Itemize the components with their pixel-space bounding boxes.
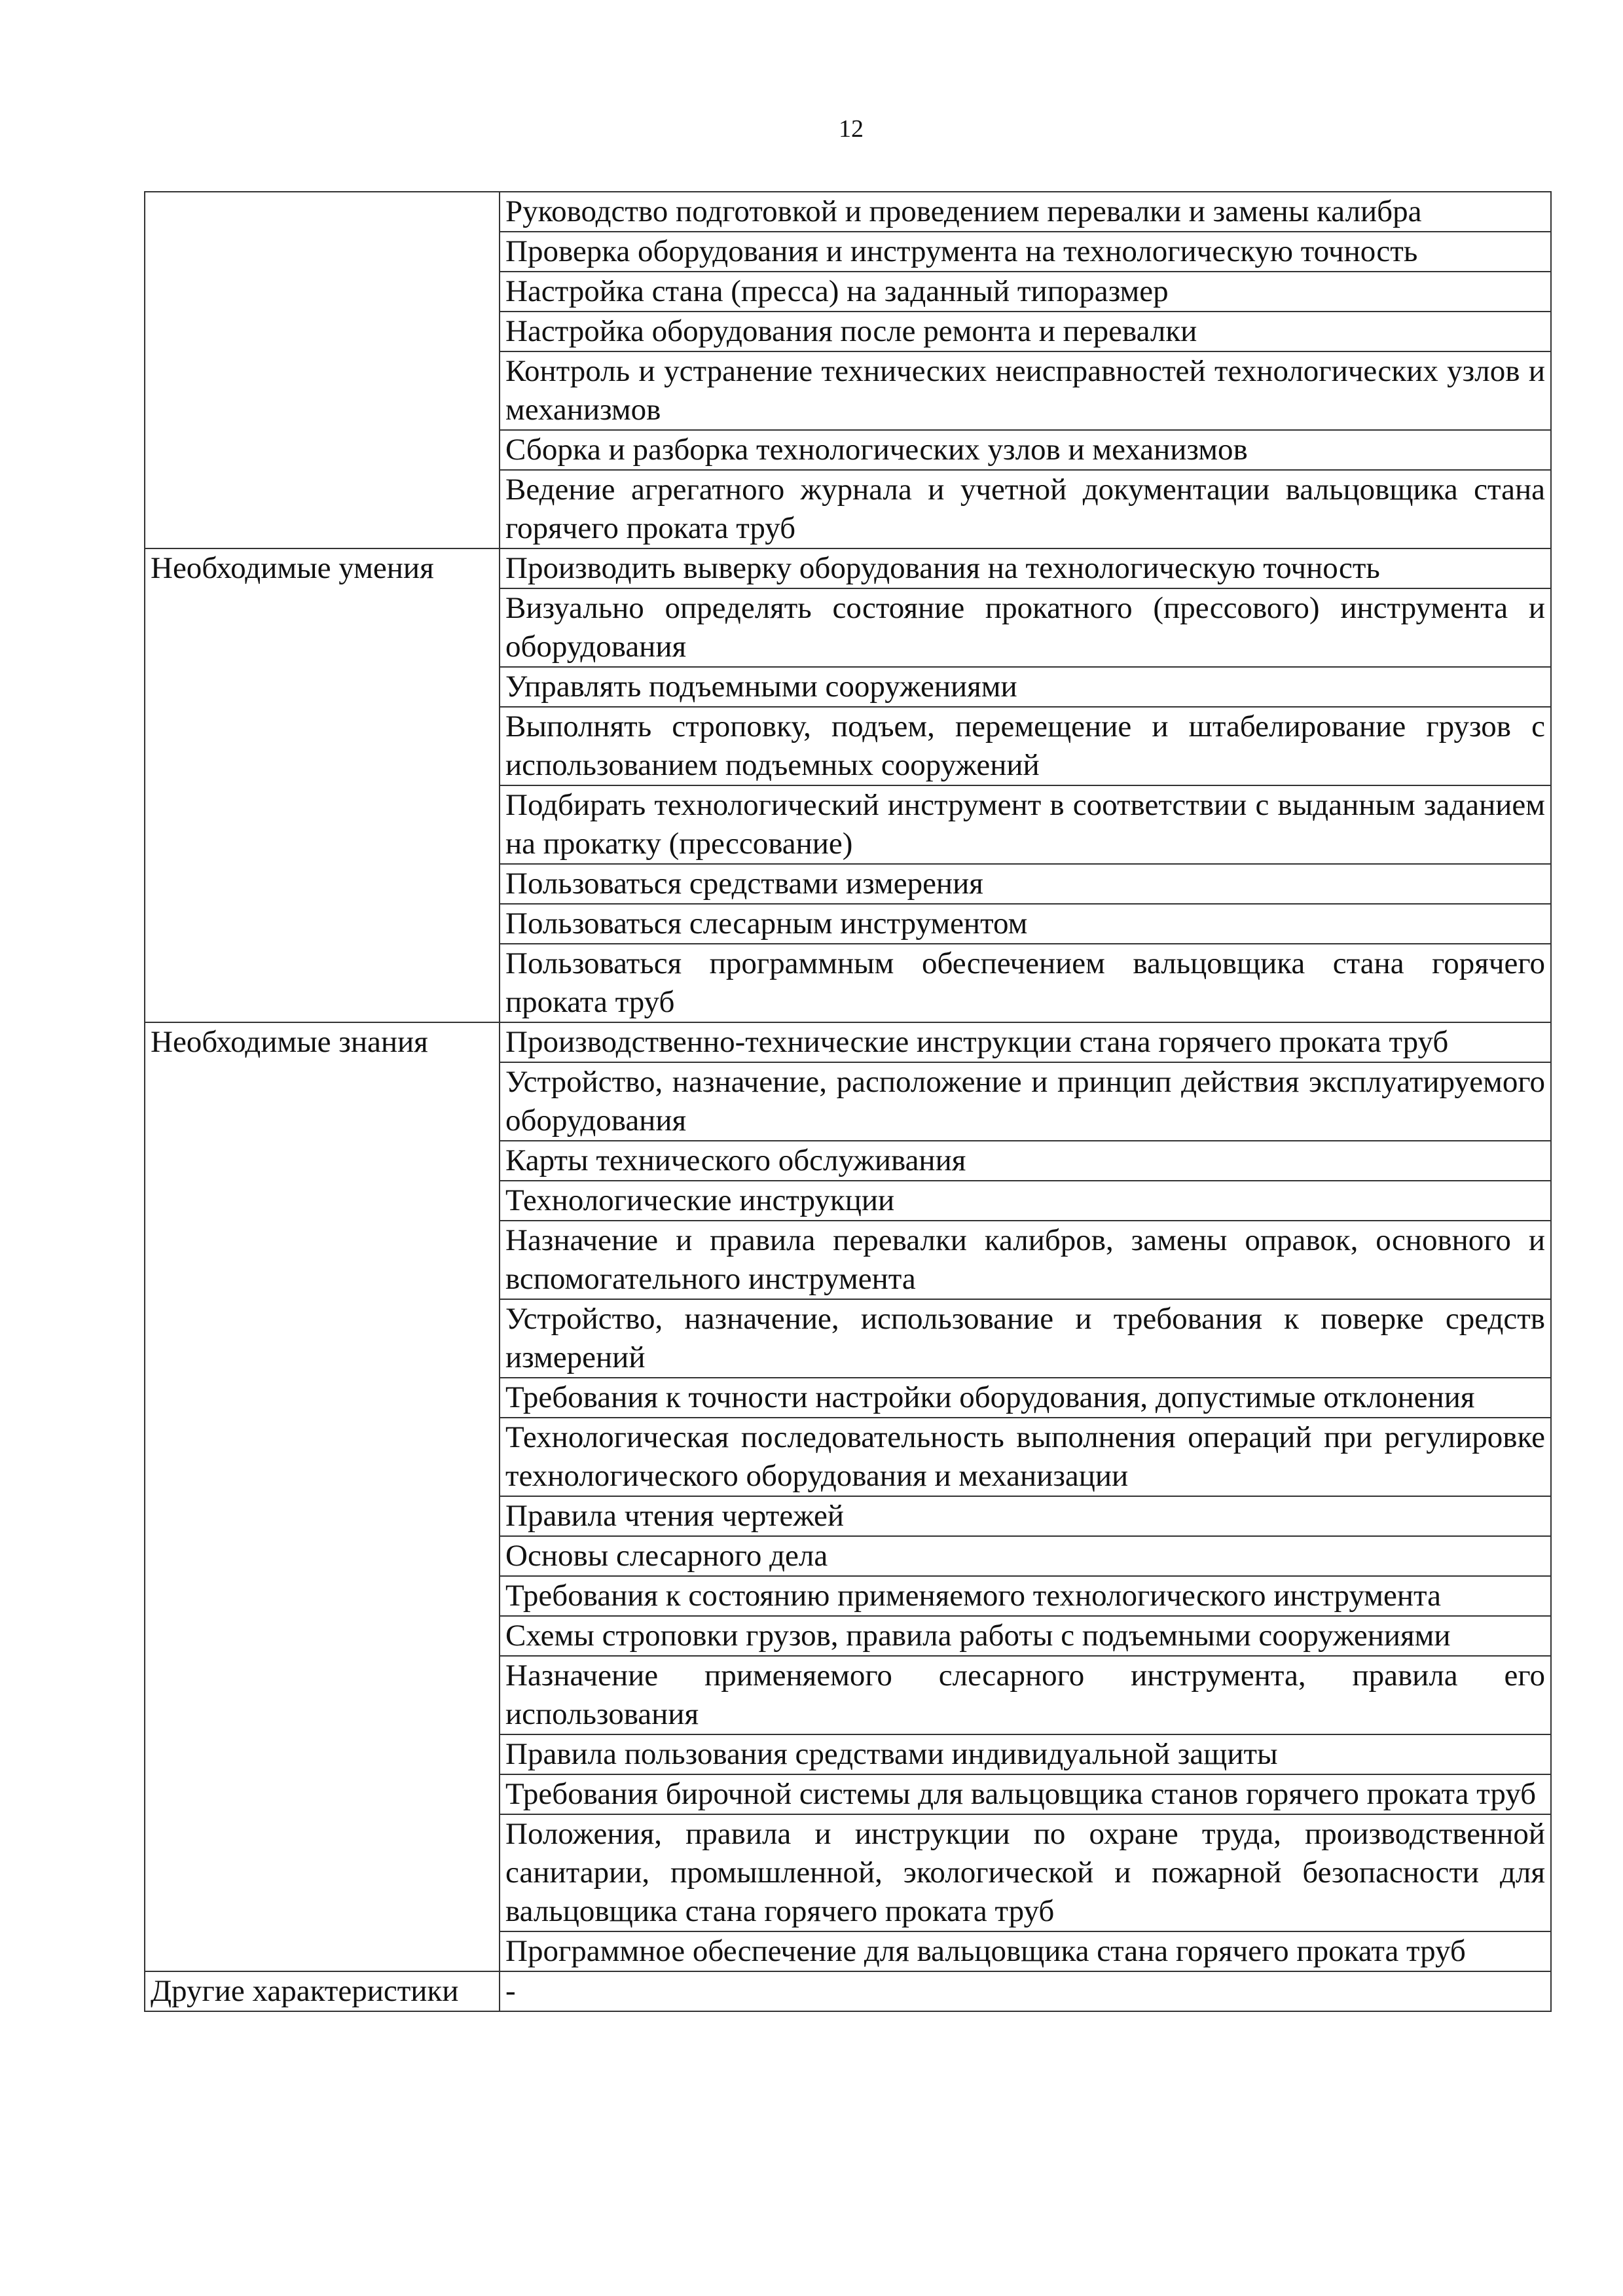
section-item: Технологическая последовательность выполнения операций при регулировке технологического оборудования и механизации xyxy=(500,1418,1551,1496)
table-row xyxy=(145,1971,1551,2011)
section-item: Правила чтения чертежей xyxy=(500,1496,1551,1536)
table-row xyxy=(145,192,1551,232)
section-item: - xyxy=(500,1971,1551,2011)
section-label: Необходимые умения xyxy=(145,548,500,1022)
section-item: Правила пользования средствами индивидуальной защиты xyxy=(500,1734,1551,1774)
section-label: Необходимые знания xyxy=(145,1022,500,1971)
section-item: Сборка и разборка технологических узлов и механизмов xyxy=(500,430,1551,470)
section-item: Требования к состоянию применяемого технологического инструмента xyxy=(500,1576,1551,1616)
section-item: Контроль и устранение технических неисправностей технологических узлов и механизмов xyxy=(500,351,1551,430)
section-item: Пользоваться средствами измерения xyxy=(500,864,1551,904)
section-item: Требования к точности настройки оборудования, допустимые отклонения xyxy=(500,1378,1551,1418)
table-row xyxy=(145,548,1551,588)
section-item: Назначение применяемого слесарного инструмента, правила его использования xyxy=(500,1656,1551,1734)
section-label xyxy=(145,192,500,548)
section-item: Производственно-технические инструкции стана горячего проката труб xyxy=(500,1022,1551,1062)
section-item: Настройка оборудования после ремонта и перевалки xyxy=(500,312,1551,351)
section-item: Программное обеспечение для вальцовщика стана горячего проката труб xyxy=(500,1931,1551,1971)
section-item: Подбирать технологический инструмент в соответствии с выданным заданием на прокатку (прессование) xyxy=(500,785,1551,864)
section-item: Устройство, назначение, расположение и принцип действия эксплуатируемого оборудования xyxy=(500,1062,1551,1141)
section-item: Схемы строповки грузов, правила работы с подъемными сооружениями xyxy=(500,1616,1551,1656)
section-item: Визуально определять состояние прокатного (прессового) инструмента и оборудования xyxy=(500,588,1551,667)
section-item: Ведение агрегатного журнала и учетной документации вальцовщика стана горячего проката труб xyxy=(500,470,1551,548)
section-item: Устройство, назначение, использование и требования к поверке средств измерений xyxy=(500,1299,1551,1378)
section-item: Выполнять строповку, подъем, перемещение и штабелирование грузов с использованием подъемных сооружений xyxy=(500,707,1551,785)
section-item: Руководство подготовкой и проведением перевалки и замены калибра xyxy=(500,192,1551,232)
section-item: Управлять подъемными сооружениями xyxy=(500,667,1551,707)
table-body xyxy=(145,192,1551,2011)
section-item: Требования бирочной системы для вальцовщика станов горячего проката труб xyxy=(500,1774,1551,1814)
section-item: Пользоваться слесарным инструментом xyxy=(500,904,1551,944)
section-label: Другие характеристики xyxy=(145,1971,500,2011)
section-item: Основы слесарного дела xyxy=(500,1536,1551,1576)
section-item: Назначение и правила перевалки калибров, замены оправок, основного и вспомогательного инструмента xyxy=(500,1221,1551,1299)
section-item: Технологические инструкции xyxy=(500,1181,1551,1221)
section-item: Пользоваться программным обеспечением вальцовщика стана горячего проката труб xyxy=(500,944,1551,1022)
section-item: Карты технического обслуживания xyxy=(500,1141,1551,1181)
section-item: Настройка стана (пресса) на заданный типоразмер xyxy=(500,272,1551,312)
section-item: Производить выверку оборудования на технологическую точность xyxy=(500,548,1551,588)
characteristics-table xyxy=(144,191,1552,2012)
page-number: 12 xyxy=(839,115,864,143)
section-item: Проверка оборудования и инструмента на технологическую точность xyxy=(500,232,1551,272)
section-item: Положения, правила и инструкции по охране труда, производственной санитарии, промышленной, экологической и пожарной безопасности для вальцовщика стана горячего проката труб xyxy=(500,1814,1551,1931)
table-row xyxy=(145,1022,1551,1062)
